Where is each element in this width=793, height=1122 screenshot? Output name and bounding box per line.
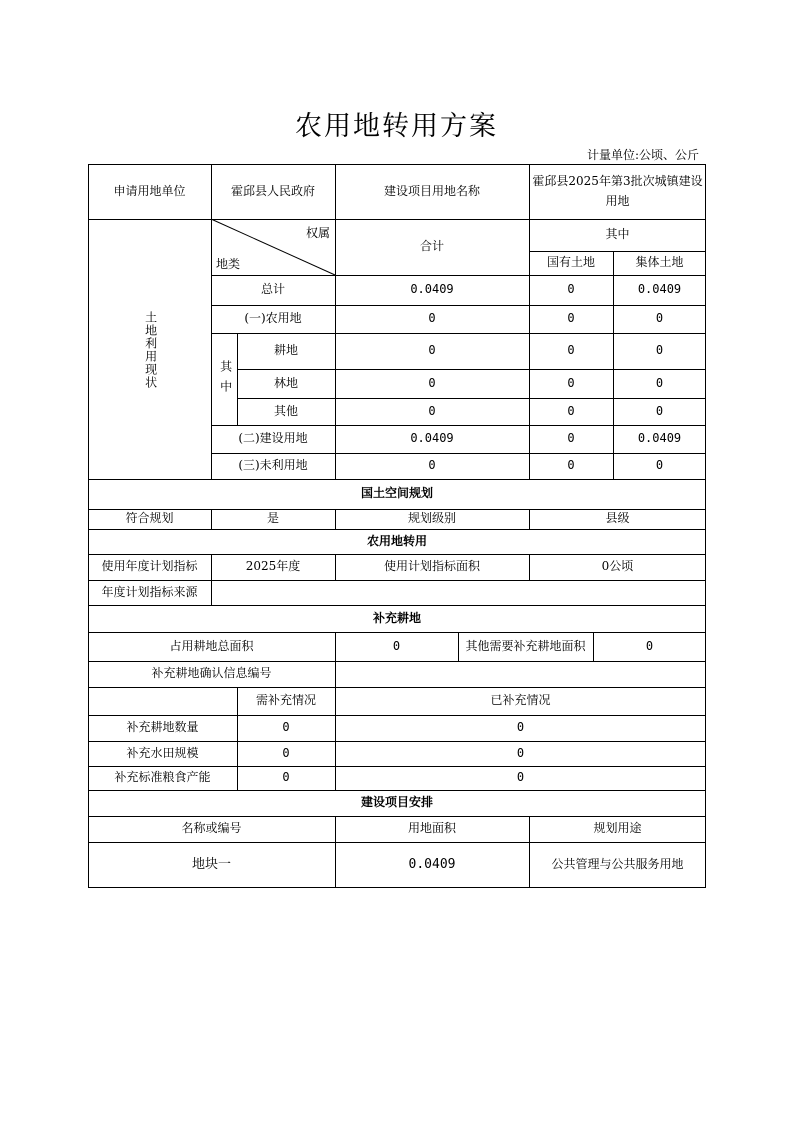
annual-quota-label: 使用年度计划指标 [101, 559, 198, 574]
supplement-row-name: 补充耕地数量 [126, 720, 199, 735]
land-row-total: 0 [428, 311, 436, 326]
supplement-row-done: 0 [516, 720, 525, 735]
occupied-area-value: 0 [392, 638, 401, 653]
land-row-name: 林地 [273, 375, 298, 390]
land-row-total: 0.0409 [410, 282, 454, 297]
land-use-section-label: 土地利用现状 [143, 311, 158, 389]
conform-label: 符合规划 [125, 511, 174, 526]
land-row-collective: 0.0409 [637, 431, 682, 446]
land-row-collective: 0.0409 [637, 282, 682, 297]
land-row-state: 0 [567, 375, 575, 390]
project-use-column-header: 规划用途 [593, 821, 642, 836]
supplement-row-needed: 0 [282, 720, 290, 735]
land-row-total: 0 [428, 343, 436, 358]
land-row-state: 0 [567, 458, 575, 473]
done-column-header: 已补充情况 [490, 693, 551, 708]
confirm-number-value [335, 661, 706, 687]
other-area-value: 0 [645, 638, 654, 653]
confirm-number-label: 补充耕地确认信息编号 [151, 666, 272, 681]
land-row-total: 0 [428, 403, 436, 418]
land-row-collective: 0 [655, 403, 664, 418]
supplement-row-done: 0 [516, 745, 525, 760]
project-row-name: 地块一 [191, 856, 231, 872]
needed-column-header: 需补充情况 [255, 693, 316, 708]
land-row-name: (一)农用地 [244, 311, 302, 326]
applicant-value: 霍邱县人民政府 [230, 183, 315, 198]
land-row-state: 0 [567, 282, 575, 297]
collective-land-header: 集体土地 [635, 255, 684, 270]
category-label: 地类 [216, 257, 241, 272]
project-row-area: 0.0409 [408, 856, 456, 872]
supplement-row-name: 补充标准粮食产能 [114, 770, 211, 785]
unit-note: 计量单位:公顷、公斤 [586, 148, 699, 162]
land-row-state: 0 [567, 431, 575, 446]
quota-area-label: 使用计划指标面积 [383, 559, 480, 574]
land-row-state: 0 [567, 343, 575, 358]
project-area-column-header: 用地面积 [407, 821, 456, 836]
annual-quota-value: 2025年度 [245, 559, 301, 574]
other-area-label: 其他需要补充耕地面积 [465, 638, 586, 653]
supplement-row-needed: 0 [282, 745, 290, 760]
land-row-state: 0 [567, 311, 575, 326]
applicant-label: 申请用地单位 [113, 183, 186, 198]
land-row-total: 0 [428, 458, 436, 473]
project-name-column-header: 名称或编号 [181, 821, 242, 836]
supplement-row-needed: 0 [282, 770, 290, 785]
land-row-name: 总计 [260, 282, 285, 297]
total-column-header: 合计 [419, 239, 444, 254]
land-row-collective: 0 [655, 375, 664, 390]
planning-heading: 国土空间规划 [360, 486, 433, 501]
land-row-name: 耕地 [273, 343, 298, 358]
land-row-collective: 0 [655, 311, 664, 326]
conform-value: 是 [266, 511, 279, 526]
of-which-header: 其中 [605, 227, 630, 242]
land-row-collective: 0 [655, 343, 664, 358]
plan-level-label: 规划级别 [407, 511, 456, 526]
of-which-side-label: 其中 [218, 360, 233, 400]
quota-source-label: 年度计划指标来源 [101, 584, 198, 599]
land-row-name: 其他 [273, 403, 298, 418]
land-row-collective: 0 [655, 458, 664, 473]
supplement-row-name: 补充水田规模 [126, 745, 199, 760]
land-row-name: (三)未利用地 [238, 458, 308, 473]
occupied-area-label: 占用耕地总面积 [169, 638, 254, 653]
supplement-heading: 补充耕地 [372, 610, 421, 625]
land-row-name: (二)建设用地 [238, 431, 308, 446]
quota-source-value [211, 580, 706, 605]
quota-area-value: 0公顷 [601, 559, 634, 574]
ownership-label: 权属 [305, 226, 330, 241]
supplement-row-done: 0 [516, 770, 525, 785]
land-row-total: 0 [428, 375, 436, 390]
project-row-use: 公共管理与公共服务用地 [551, 857, 684, 872]
conversion-heading: 农用地转用 [366, 533, 427, 548]
state-land-header: 国有土地 [546, 255, 595, 270]
projects-heading: 建设项目安排 [360, 795, 433, 810]
land-row-total: 0.0409 [410, 431, 454, 446]
document-title: 农用地转用方案 [295, 111, 498, 142]
project-name-label: 建设项目用地名称 [383, 183, 480, 198]
plan-level-value: 县级 [605, 511, 630, 526]
project-name-value: 霍邱县2025年第3批次城镇建设用地 [532, 174, 703, 208]
land-row-state: 0 [567, 403, 575, 418]
